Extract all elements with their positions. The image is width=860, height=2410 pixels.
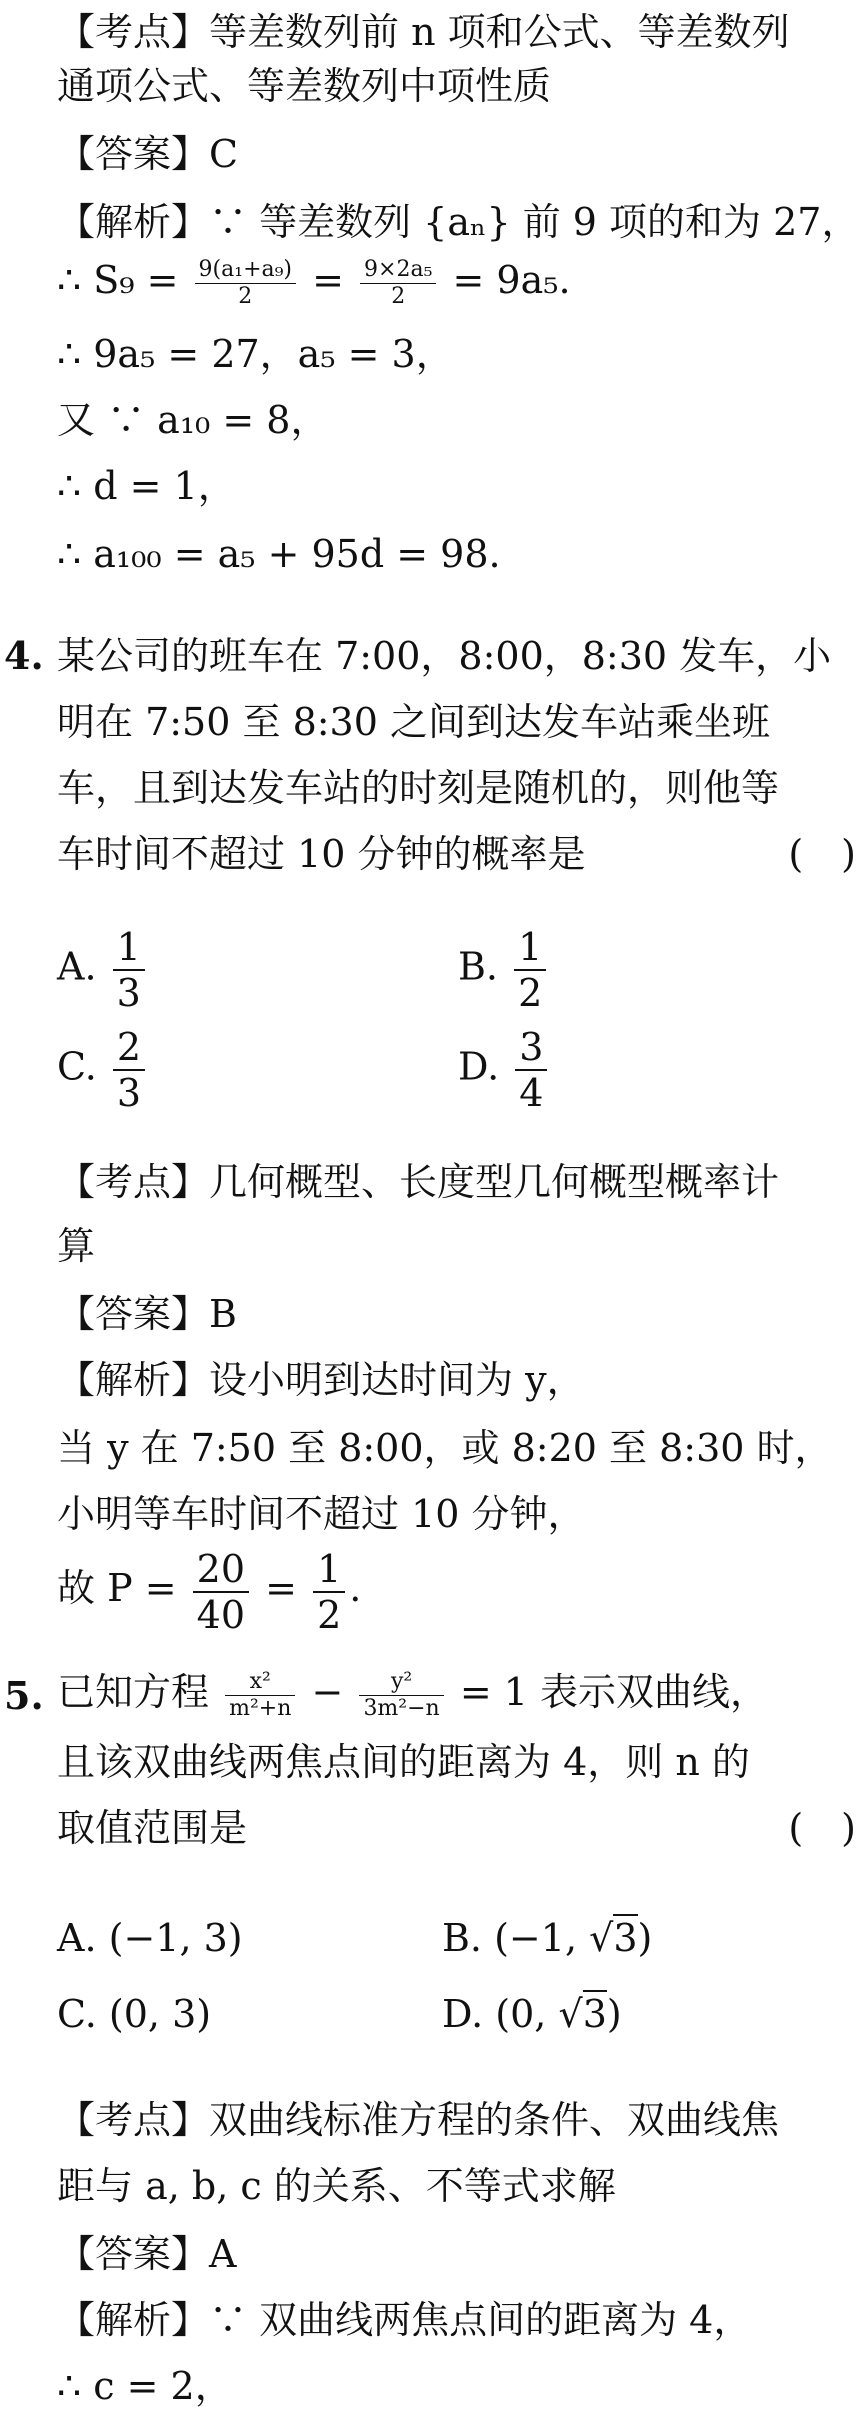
numerator: x² xyxy=(225,1669,295,1696)
fraction xyxy=(313,1547,345,1637)
option-c xyxy=(57,1990,211,2038)
q4-answer xyxy=(57,1290,860,1338)
q4-stem-line2: 明在 7:50 至 8:30 之间到达发车站乘坐班 xyxy=(57,700,770,744)
kaodian-label: 【考点】 xyxy=(57,1160,210,1204)
kaodian-label: 【考点】 xyxy=(57,10,210,54)
denominator: 3 xyxy=(116,1071,142,1115)
option-a xyxy=(57,1914,243,1962)
answer-label: 【答案】 xyxy=(57,132,210,176)
option-c xyxy=(57,1025,149,1115)
fraction xyxy=(360,257,436,310)
jiexi-label: 【解析】 xyxy=(57,1358,210,1402)
prev-line-a5: ∴ 9a₅ = 27，a₅ = 3， xyxy=(57,332,454,376)
fraction xyxy=(515,1025,547,1115)
equals: = xyxy=(312,258,344,302)
question-number: 5. xyxy=(4,1673,44,1718)
option-value: (0, 3) xyxy=(108,1992,212,2036)
numerator: 3 xyxy=(515,1025,547,1071)
formula-text: ∴ S₉ = xyxy=(57,258,179,302)
option-b xyxy=(442,1914,652,1962)
fraction xyxy=(193,1547,249,1637)
q5-jiexi-line2: ∴ c = 2， xyxy=(57,2364,233,2408)
numerator: 1 xyxy=(514,925,546,971)
denominator: 3 xyxy=(116,971,141,1015)
fraction xyxy=(359,1669,443,1722)
option-label: D. xyxy=(442,1992,484,2036)
option-label: B. xyxy=(458,944,499,989)
answer-label: 【答案】 xyxy=(57,2232,210,2276)
option-d xyxy=(458,1025,551,1115)
answer-value: A xyxy=(209,2232,237,2276)
numerator: 9×2a₅ xyxy=(360,257,436,284)
denominator: 2 xyxy=(518,971,543,1015)
denominator: 2 xyxy=(317,1592,342,1637)
question-number: 4. xyxy=(4,633,44,678)
sqrt-symbol: √ xyxy=(589,1916,614,1960)
fraction xyxy=(113,1025,145,1115)
q4-jiexi xyxy=(57,1356,860,1404)
jiexi-text: 设小明到达时间为 y， xyxy=(209,1358,585,1402)
answer-blank: ( ) xyxy=(788,832,856,876)
q4-kaodian xyxy=(57,1158,860,1206)
numerator: y² xyxy=(359,1669,443,1696)
numerator: 20 xyxy=(193,1547,249,1593)
jiexi-label: 【解析】 xyxy=(57,200,210,244)
q5-kaodian-cont: 距与 a, b, c 的关系、不等式求解 xyxy=(57,2164,616,2208)
denominator: 3m²−n xyxy=(363,1696,440,1721)
prev-jiexi xyxy=(57,198,860,246)
jiexi-label: 【解析】 xyxy=(57,2298,210,2342)
answer-label: 【答案】 xyxy=(57,1292,210,1336)
q5-stem-line2: 且该双曲线两焦点间的距离为 4，则 n 的 xyxy=(57,1740,750,1784)
option-label: A. xyxy=(57,1916,97,1960)
option-label: C. xyxy=(57,1992,97,2036)
stem-text: = 1 表示双曲线， xyxy=(459,1670,768,1714)
q4-stem-line1: 某公司的班车在 7:00，8:00，8:30 发车，小 xyxy=(57,634,832,678)
q5-stem-line1 xyxy=(57,1660,860,1724)
formula-text: = 9a₅. xyxy=(452,258,571,302)
option-a xyxy=(57,925,149,1015)
option-value: ) xyxy=(606,1992,622,2036)
fraction xyxy=(514,925,546,1015)
stem-text: 已知方程 xyxy=(57,1670,210,1714)
q4-jiexi-line2: 当 y 在 7:50 至 8:00，或 8:20 至 8:30 时， xyxy=(57,1426,833,1470)
prev-kaodian-cont: 通项公式、等差数列中项性质 xyxy=(57,64,552,108)
sqrt-symbol: √ xyxy=(558,1992,583,2036)
option-b xyxy=(458,925,550,1015)
kaodian-text: 等差数列前 n 项和公式、等差数列 xyxy=(209,10,790,54)
kaodian-text: 几何概型、长度型几何概型概率计 xyxy=(209,1160,780,1204)
q4-jiexi-line3: 小明等车时间不超过 10 分钟， xyxy=(57,1492,586,1536)
denominator: m²+n xyxy=(229,1696,292,1721)
fraction xyxy=(195,257,296,310)
q5-kaodian xyxy=(57,2096,860,2144)
denominator: 2 xyxy=(391,284,406,309)
q4-stem-line4: 车时间不超过 10 分钟的概率是 xyxy=(57,832,586,876)
option-value: ) xyxy=(637,1916,653,1960)
numerator: 1 xyxy=(313,1547,345,1593)
numerator: 9(a₁+a₉) xyxy=(195,257,296,284)
numerator: 2 xyxy=(113,1025,145,1071)
prev-line-a100: ∴ a₁₀₀ = a₅ + 95d = 98. xyxy=(57,532,501,576)
option-label: A. xyxy=(57,944,97,989)
q5-answer xyxy=(57,2230,860,2278)
option-label: D. xyxy=(458,1044,500,1089)
prev-answer xyxy=(57,130,860,178)
q4-probability xyxy=(57,1540,860,1637)
q5-jiexi xyxy=(57,2296,860,2344)
sqrt-radicand: 3 xyxy=(613,1916,638,1960)
prev-line-d: ∴ d = 1， xyxy=(57,464,236,508)
answer-value: C xyxy=(209,132,239,176)
denominator: 4 xyxy=(519,1071,544,1115)
sqrt-radicand: 3 xyxy=(582,1992,607,2036)
option-value: (0, xyxy=(495,1992,559,2036)
equals: = xyxy=(265,1566,297,1610)
denominator: 2 xyxy=(238,284,253,309)
prev-s9-formula xyxy=(57,250,860,310)
option-value: (−1, 3) xyxy=(108,1916,243,1960)
option-d xyxy=(442,1990,622,2038)
answer-value: B xyxy=(209,1292,237,1336)
kaodian-label: 【考点】 xyxy=(57,2098,210,2142)
option-label: B. xyxy=(442,1916,483,1960)
prev-line-a10: 又 ∵ a₁₀ = 8， xyxy=(57,398,329,442)
minus: − xyxy=(311,1670,344,1714)
q4-stem-line3: 车，且到达发车站的时刻是随机的，则他等 xyxy=(57,766,780,810)
prev-kaodian xyxy=(57,8,860,56)
option-label: C. xyxy=(57,1044,97,1089)
formula-text: . xyxy=(349,1566,362,1610)
fraction xyxy=(225,1669,295,1722)
option-value: (−1, xyxy=(494,1916,590,1960)
jiexi-text: ∵ 双曲线两焦点间的距离为 4， xyxy=(209,2298,752,2342)
denominator: 40 xyxy=(196,1592,246,1637)
answer-blank: ( ) xyxy=(788,1806,856,1850)
kaodian-text: 双曲线标准方程的条件、双曲线焦 xyxy=(209,2098,780,2142)
numerator: 1 xyxy=(113,925,145,971)
jiexi-text: ∵ 等差数列 {aₙ} 前 9 项的和为 27， xyxy=(209,200,860,244)
q4-kaodian-cont: 算 xyxy=(57,1224,96,1268)
formula-text: 故 P = xyxy=(57,1566,177,1610)
fraction xyxy=(113,925,145,1015)
q5-stem-line3: 取值范围是 xyxy=(57,1806,248,1850)
